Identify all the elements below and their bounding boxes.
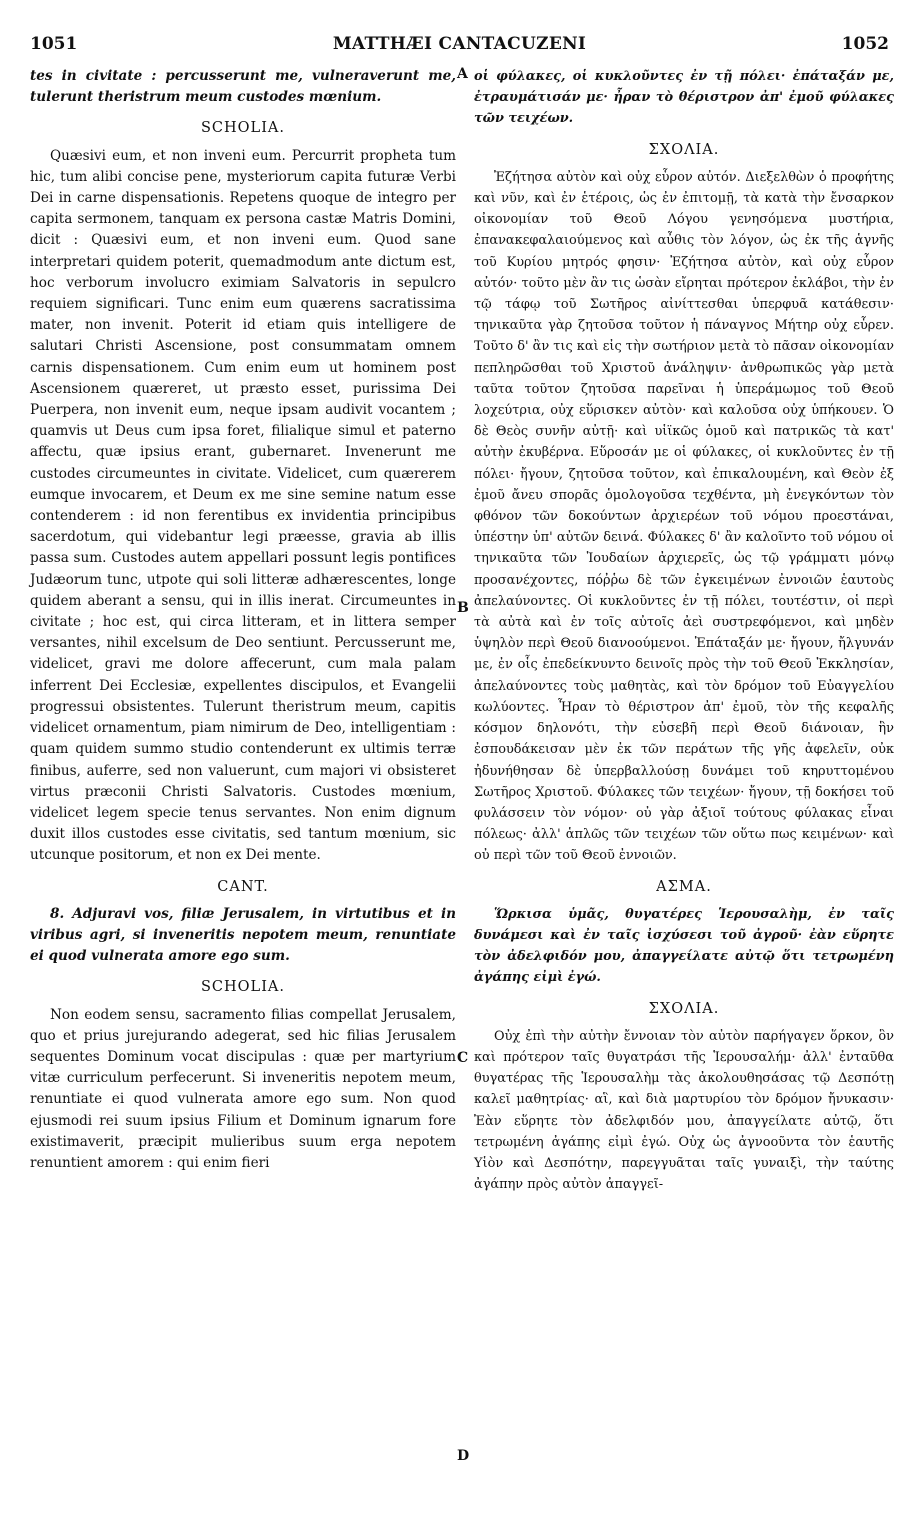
margin-marker-a: A bbox=[457, 66, 468, 82]
greek-asma-heading: ΑΣΜΑ. bbox=[656, 878, 712, 895]
greek-scholia-heading: ΣΧΟΛΙΑ. bbox=[648, 141, 720, 158]
greek-asma-verse: Ὥρκισα ὑμᾶς, θυγατέρες Ἱερουσαλὴμ, ἐν ταῖς δυνάμεσι καὶ ἐν ταῖς ἰσχύσεσι τοῦ ἀγροῦ· ἐὰν εὕρητε τὸν ἀδελφιδόν μου, ἀπαγγείλατε αὐτῷ ὅτι τετρωμένη ἀγάπης εἰμὶ ἐγώ. bbox=[474, 906, 894, 986]
latin-scholia-2-text: Non eodem sensu, sacramento filias compellat Jerusalem, quo et prius jurejurando adegerat, sed hic filias Jerusalem sequentes Dominum vocat discipulas : quæ per martyrium vitæ curriculum perfecerunt. Si inveneritis nepotem meum, renuntiate ei quod vulnerata amore ego sum. Non quod ejusmodi rei suum ipsius Filium et Dominum ignarum fore existimaverit, præcipit mulieribus suum erga nepotem renuntient amorem : qui enim fieri bbox=[30, 1006, 456, 1171]
latin-cant-heading: CANT. bbox=[217, 878, 269, 895]
page-header bbox=[30, 12, 889, 54]
latin-top-line: tes in civitate : percusserunt me, vulneraverunt me, tulerunt theristrum meum custodes mœnium. bbox=[30, 68, 456, 106]
latin-scholia-heading: SCHOLIA. bbox=[201, 120, 285, 137]
greek-column bbox=[474, 66, 894, 1195]
margin-marker-b: B bbox=[457, 600, 469, 616]
greek-scholia-2-text: Οὐχ ἐπὶ τὴν αὐτὴν ἔννοιαν τὸν αὐτὸν παρήγαγεν ὅρκον, ὃν καὶ πρότερον ταῖς θυγατράσι τῆς Ἱερουσαλήμ· ἀλλ' ἐνταῦθα θυγατέρας τῆς Ἱερουσαλὴμ τὰς ἀκολουθησάσας τῷ Δεσπότῃ καλεῖ μαθητρίας· αἳ, καὶ διὰ μαρτυρίου τὸν δρόμον ἤνυκασιν· Ἐὰν εὕρητε τὸν ἀδελφιδόν μου, ἀπαγγείλατε αὐτῷ, ὅτι τετρωμένη ἀγάπης εἰμὶ ἐγώ. Οὐχ ὡς ἀγνοοῦντα τὸν ἑαυτῆς Υἱὸν καὶ Δεσπότην, παρεγγυᾶται ταῖς γυναιξὶ, τὴν ταύτης ἀγάπην πρὸς αὐτὸν ἀπαγγεῖ- bbox=[474, 1028, 894, 1193]
greek-top-line: οἱ φύλακες, οἱ κυκλοῦντες ἐν τῇ πόλει· ἐπάταξάν με, ἐτραυμάτισάν με· ἦραν τὸ θέριστρον ἀπ' ἐμοῦ φύλακες τῶν τειχέων. bbox=[474, 69, 894, 127]
margin-marker-d: D bbox=[457, 1448, 470, 1464]
latin-scholia-text: Quæsivi eum, et non inveni eum. Percurrit propheta tum hic, tum alibi concise pene, mysteriorum capita futuræ Verbi Dei in carne dispensationis. Repetens quoque de integro per capita sermonem, tanquam ex persona castæ Matris Domini, dicit : Quæsivi eum, et non inveni eum. Quod sane interpretari quidem poterit, quemadmodum ante dictum est, hoc verborum involucro eximiam Salvatoris in sepulcro requiem significari. Tunc enim eum quærens sacratissima mater, non invenit. Poterit id etiam quis intelligere de salutari Christi Ascensione, post consummatam omnem carnis dispensationem. Cum enim eum ut hominem post Ascensionem quæreret, ut præsto esset, purissima Dei Puerpera, non invenit eum, neque ipsam audivit vocantem ; quamvis ut Deus cum ipsa foret, filialique simul et paterno affectu, quæ ipsius erant, gubernaret. Invenerunt me custodes circumeuntes in civitate. Videlicet, cum quærerem eumque invocarem, et Deum ex me sine semine natum esse contenderem : id non ferentibus ex invidentia principibus sacerdotum, qui videbantur legi præesse, gravia ab illis passa sum. Custodes autem appellari possunt legis pontifices Judæorum tunc, utpote qui soli litteræ adhærescentes, longe quidem aberant a sensu, qui in illis inerat. Circumeuntes in civitate ; hoc est, qui circa litteram, et in littera semper versantes, nihil excelsum de Deo sentiunt. Percusserunt me, videlicet, gravi me dolore affecerunt, cum mala palam inferrent Dei Ecclesiæ, expellentes discipulos, et Evangelii progressui obsistentes. Tulerunt theristrum meum, capitis videlicet ornamentum, piam nimirum de Deo, intelligentiam : quam quidem summo studio contenderunt ex ultimis terræ finibus, auferre, sed non valuerunt, cum majori vi obsisteret virtus præconii Christi Salvatoris. Custodes mœnium, videlicet legem specie tenus servantes. Non enim dignum duxit illos custodes esse civitatis, sed tantum mœnium, sic utcunque positorum, et non ex Dei mente. bbox=[30, 147, 456, 864]
page-number-left: 1051 bbox=[30, 34, 78, 54]
greek-scholia-text: Ἐζήτησα αὐτὸν καὶ οὐχ εὗρον αὐτόν. Διεξελθὼν ὁ προφήτης καὶ νῦν, καὶ ἐν ἑτέροις, ὡς ἐν ἐπιτομῇ, τὰ κατὰ τὴν ἔνσαρκον οἰκονομίαν τοῦ Θεοῦ Λόγου γενησόμενα μυστήρια, ἐπανακεφαλαιούμενος καὶ αὖθις τὸν λόγον, ὡς ἐκ τῆς ἁγνῆς τοῦ Κυρίου μητρός φησιν· Ἐζήτησα αὐτὸν, καὶ οὐχ εὗρον αὐτόν· τοῦτο μὲν ἂν τις ὡσὰν εἴρηται πρότερον ἐκλάβοι, τὴν ἐν τῷ τάφῳ τοῦ Σωτῆρος αἰνίττεσθαι ὑπερφυᾶ κατάθεσιν· τηνικαῦτα γὰρ ζητοῦσα τοῦτον ἡ πάναγνος Μήτηρ οὐχ εὗρεν. Τοῦτο δ' ἂν τις καὶ εἰς τὴν σωτήριον μετὰ τὸ πᾶσαν οἰκονομίαν πεπληρῶσθαι τοῦ Χριστοῦ ἀνάληψιν· ἀνθρωπικῶς γὰρ μετὰ ταῦτα τοῦτον ζητοῦσα παρεῖναι ἡ ὑπεράμωμος τοῦ Θεοῦ λοχεύτρια, οὐχ εὕρισκεν αὐτὸν· καὶ καλοῦσα οὐχ ὑπήκουεν. Ὁ δὲ Θεὸς συνῆν αὐτῇ· καὶ υἱϊκῶς ὁμοῦ καὶ πατρικῶς τὰ κατ' αὐτὴν ἐκυβέρνα. Εὕροσάν με οἱ φύλακες, οἱ κυκλοῦντες ἐν τῇ πόλει· ἤγουν, ζητοῦσα τοῦτον, καὶ ἐπικαλουμένη, καὶ Θεὸν ἐξ ἐμοῦ ἄνευ σπορᾶς ὁμολογοῦσα τεχθέντα, μὴ ἐνεγκόντων τὸν φθόνον τῶν δοκούντων ἀρχιερέων τοῦ νόμου προεστάναι, ὑπέστην ὑπ' αὐτῶν δεινά. Φύλακες δ' ἂν καλοῖντο τοῦ νόμου οἱ τηνικαῦτα τῶν Ἰουδαίων ἀρχιερεῖς, ὡς τῷ γράμματι μόνῳ προσανέχοντες, πόῤῥω δὲ τῶν ἐγκειμένων ἐννοιῶν ἑαυτοὺς ἀπελαύνοντες. Οἱ κυκλοῦντες ἐν τῇ πόλει, τουτέστιν, οἱ περὶ τὰ αὐτὰ καὶ ἐν τοῖς αὐτοῖς ἀεὶ συστρεφόμενοι, καὶ μηδὲν ὑψηλὸν περὶ Θεοῦ διανοούμενοι. Ἐπάταξάν με· ἤγουν, ἤλγυνάν με, ἐν οἷς ἐπεδείκνυντο δεινοῖς πρὸς τὴν τοῦ Θεοῦ Ἐκκλησίαν, ἀπελαύνοντες τοὺς μαθητὰς, καὶ τὸν δρόμον τοῦ Εὐαγγελίου κωλύοντες. Ἦραν τὸ θέριστρον ἀπ' ἐμοῦ, τὸν τῆς κεφαλῆς κόσμον δηλονότι, τὴν εὐσεβῆ περὶ Θεοῦ διάνοιαν, ἣν ἐσπουδάκεισαν μὲν ἐκ τῶν περάτων τῆς γῆς ἀφελεῖν, οὐκ ἠδυνήθησαν δὲ ὑπερβαλλούσῃ δυνάμει τοῦ κηρυττομένου Σωτῆρος Χριστοῦ. Φύλακες τῶν τειχέων· ἤγουν, τῇ δοκήσει τοῦ φυλάσσειν τὸν νόμον· οὐ γὰρ ἀξιοῖ τούτους φύλακας εἶναι πόλεως· ἀλλ' ἁπλῶς τῶν τειχέων τῶν οὕτω πως κειμένων· καὶ οὐ περὶ τῶν τοῦ Θεοῦ ἐννοιῶν. bbox=[474, 169, 894, 864]
page-number-right: 1052 bbox=[841, 34, 889, 54]
latin-cant-verse: 8. Adjuravi vos, filiæ Jerusalem, in virtutibus et in viribus agri, si inveneritis nepotem meum, renuntiate ei quod vulnerata amore ego sum. bbox=[30, 905, 456, 965]
greek-scholia-2-heading: ΣΧΟΛΙΑ. bbox=[648, 1000, 720, 1017]
margin-marker-c: C bbox=[457, 1050, 469, 1066]
latin-scholia-2-heading: SCHOLIA. bbox=[201, 979, 285, 996]
latin-column bbox=[30, 66, 456, 1174]
running-title: MATTHÆI CANTACUZENI bbox=[332, 34, 587, 54]
